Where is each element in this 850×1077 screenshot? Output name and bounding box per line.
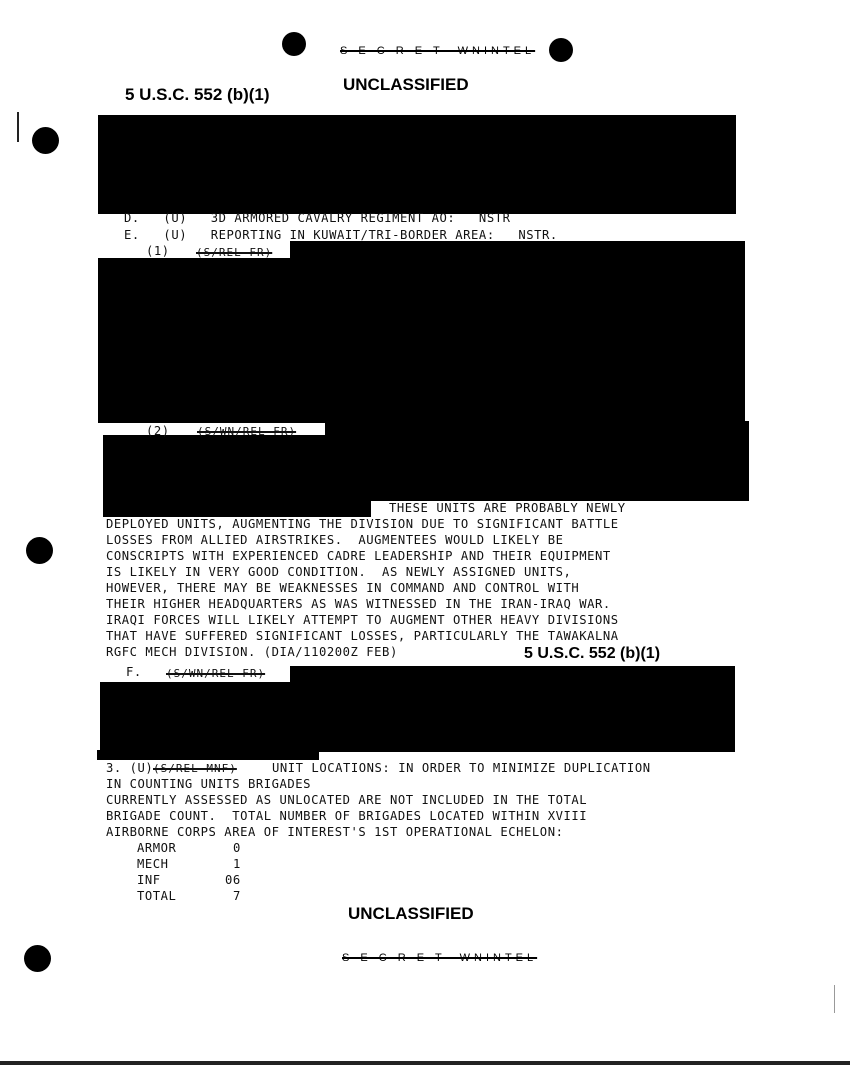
header-classification: UNCLASSIFIED: [343, 75, 469, 94]
section-3-line: IN COUNTING UNITS BRIGADES: [106, 777, 312, 791]
punch-hole-top-left: [282, 32, 306, 56]
count-label-inf: INF: [137, 873, 161, 887]
section-3-line: CURRENTLY ASSESSED AS UNLOCATED ARE NOT INCLUDED IN THE TOTAL: [106, 793, 588, 807]
punch-hole-top-right: [549, 38, 573, 62]
scan-mark: [834, 985, 835, 1013]
para-line: THEIR HIGHER HEADQUARTERS AS WAS WITNESSED IN THE IRAN-IRAQ WAR.: [106, 597, 611, 611]
count-value-armor: 0: [233, 841, 241, 855]
footer-classification: UNCLASSIFIED: [348, 904, 474, 923]
para-line: IS LIKELY IN VERY GOOD CONDITION. AS NEWLY ASSIGNED UNITS,: [106, 565, 572, 579]
punch-hole-left-1: [32, 127, 59, 154]
footer-classification-strike: S E C R E T WNINTEL: [342, 952, 538, 964]
inline-legal-citation: 5 U.S.C. 552 (b)(1): [524, 645, 661, 662]
line-f-marking: (S/WN/REL FR): [166, 667, 266, 680]
redaction-block: [103, 435, 749, 501]
para-line: THAT HAVE SUFFERED SIGNIFICANT LOSSES, PARTICULARLY THE TAWAKALNA: [106, 629, 619, 643]
section-3-line: AIRBORNE CORPS AREA OF INTEREST'S 1ST OPERATIONAL ECHELON:: [106, 825, 564, 839]
punch-hole-left-3: [24, 945, 51, 972]
scan-mark: [17, 112, 19, 142]
section-3-line: BRIGADE COUNT. TOTAL NUMBER OF BRIGADES LOCATED WITHIN XVIII: [106, 809, 588, 823]
para-line: IRAQI FORCES WILL LIKELY ATTEMPT TO AUGMENT OTHER HEAVY DIVISIONS: [106, 613, 619, 627]
item-2-marking: (S/WN/REL FR): [197, 425, 297, 438]
section-3-line: UNIT LOCATIONS: IN ORDER TO MINIMIZE DUPLICATION: [272, 761, 651, 775]
para-line: THESE UNITS ARE PROBABLY NEWLY: [389, 501, 626, 515]
count-label-armor: ARMOR: [137, 841, 177, 855]
redaction-block: [97, 750, 319, 760]
section-3-prefix: 3. (U): [106, 761, 154, 775]
item-1-marking: (S/REL FR): [196, 246, 273, 259]
para-line: RGFC MECH DIVISION. (DIA/110200Z FEB): [106, 645, 398, 659]
punch-hole-left-2: [26, 537, 53, 564]
line-d: D. (U) 3D ARMORED CAVALRY REGIMENT AO: NSTR: [124, 211, 511, 225]
redaction-block: [100, 682, 735, 752]
item-2-label: (2): [146, 424, 170, 438]
redaction-block: [103, 500, 371, 517]
line-e: E. (U) REPORTING IN KUWAIT/TRI-BORDER AREA: NSTR.: [124, 228, 558, 242]
count-value-total: 7: [233, 889, 241, 903]
header-classification-strike: S E C R E T WNINTEL: [340, 45, 536, 57]
legal-citation: 5 U.S.C. 552 (b)(1): [125, 85, 270, 104]
redaction-block: [98, 258, 745, 423]
line-f-label: F.: [126, 665, 142, 679]
para-line: CONSCRIPTS WITH EXPERIENCED CADRE LEADERSHIP AND THEIR EQUIPMENT: [106, 549, 611, 563]
redaction-block: [98, 115, 736, 214]
count-label-mech: MECH: [137, 857, 169, 871]
para-line: HOWEVER, THERE MAY BE WEAKNESSES IN COMMAND AND CONTROL WITH: [106, 581, 580, 595]
count-value-inf: 06: [225, 873, 241, 887]
section-3-marking: (S/REL MNF): [153, 762, 237, 775]
para-line: LOSSES FROM ALLIED AIRSTRIKES. AUGMENTEES WOULD LIKELY BE: [106, 533, 564, 547]
para-line: DEPLOYED UNITS, AUGMENTING THE DIVISION DUE TO SIGNIFICANT BATTLE: [106, 517, 619, 531]
count-label-total: TOTAL: [137, 889, 177, 903]
item-1-label: (1): [146, 244, 170, 258]
bottom-scan-line: [0, 1061, 850, 1065]
redaction-block: [290, 241, 745, 259]
count-value-mech: 1: [233, 857, 241, 871]
